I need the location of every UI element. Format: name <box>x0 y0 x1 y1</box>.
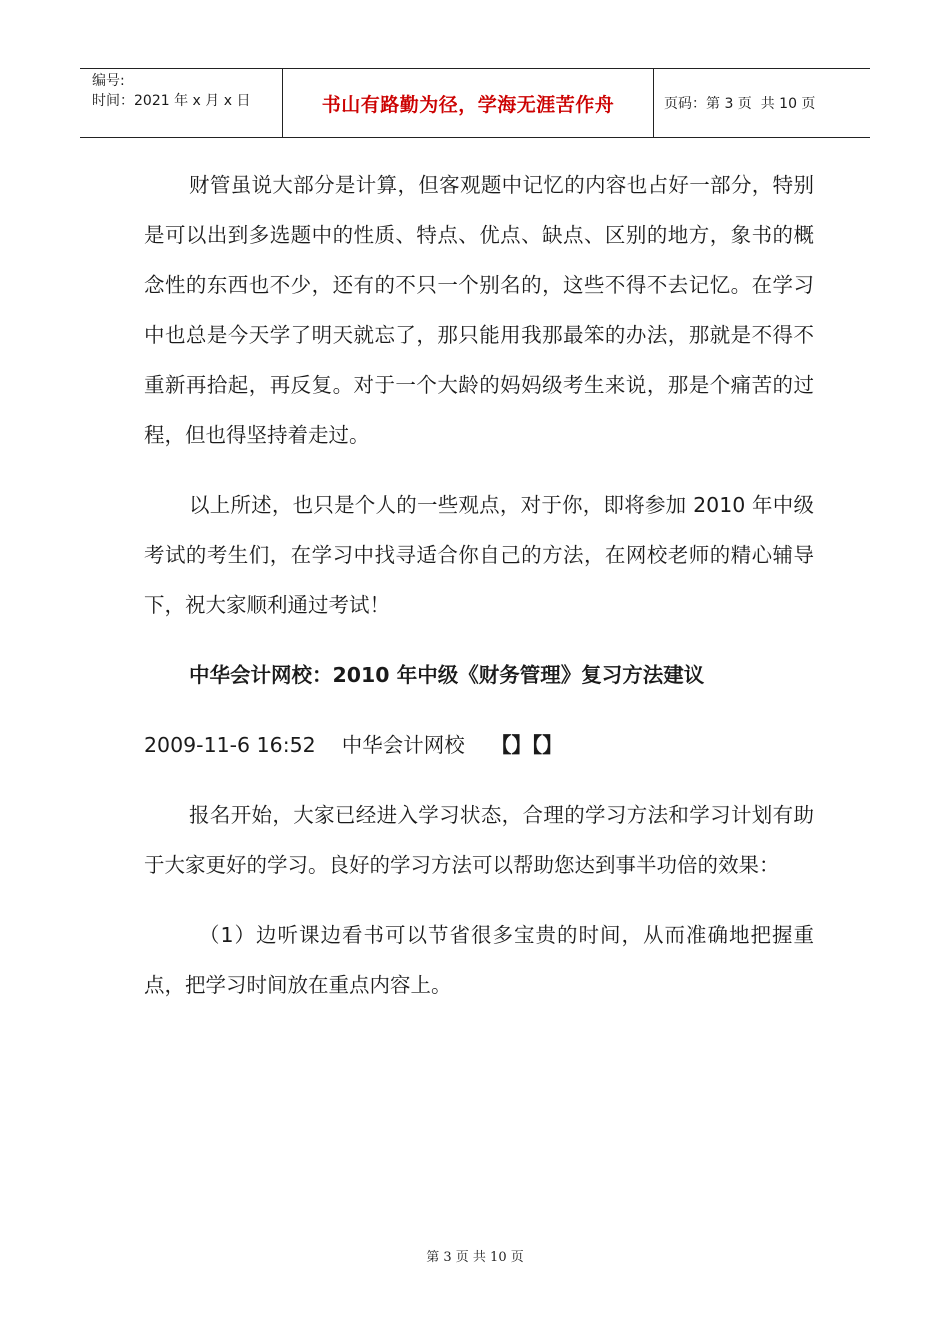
paragraph-intro: 报名开始，大家已经进入学习状态，合理的学习方法和学习计划有助于大家更好的学习。良好的学习方法可以帮助您达到事半功倍的效果： <box>144 803 814 877</box>
header-page-cell <box>654 69 870 137</box>
article-source: 中华会计网校 <box>341 733 465 757</box>
paragraph-memorization: 财管虽说大部分是计算，但客观题中记忆的内容也占好一部分，特别是可以出到多选题中的性质、特点、优点、缺点、区别的地方，象书的概念性的东西也不少，还有的不只一个别名的，这些不得不去记忆。在学习中也总是今天学了明天就忘了，那只能用我那最笨的办法，那就是不得不重新再拾起，再反复。对于一个大龄的妈妈级考生来说，那是个痛苦的过程，但也得坚持着走过。 <box>144 173 814 447</box>
header-page-info: 页码：第 3 页 共 10 页 <box>664 96 816 112</box>
document-number-label: 编号: <box>92 73 125 89</box>
article-heading: 中华会计网校：2010 年中级《财务管理》复习方法建议 <box>189 663 705 687</box>
paragraph-conclusion: 以上所述，也只是个人的一些观点，对于你，即将参加 2010 年中级考试的考生们，在学习中找寻适合你自己的方法，在网校老师的精心辅导下，祝大家顺利通过考试！ <box>144 493 814 617</box>
header-left-cell <box>80 69 282 137</box>
document-time-label: 时间：2021 年 x 月 x 日 <box>92 93 251 109</box>
page-header-table <box>80 68 870 138</box>
header-motto: 书山有路勤为径，学海无涯苦作舟 <box>321 93 615 116</box>
article-brackets: 【】【】 <box>490 733 563 757</box>
article-date: 2009-11-6 16:52 <box>144 733 316 757</box>
list-item-1: （1）边听课边看书可以节省很多宝贵的时间，从而准确地把握重点，把学习时间放在重点内容上。 <box>144 923 814 997</box>
article-dateline <box>144 720 814 770</box>
header-motto-cell <box>282 69 654 137</box>
page-footer: 第 3 页 共 10 页 <box>426 1250 524 1265</box>
document-body <box>144 160 814 1010</box>
